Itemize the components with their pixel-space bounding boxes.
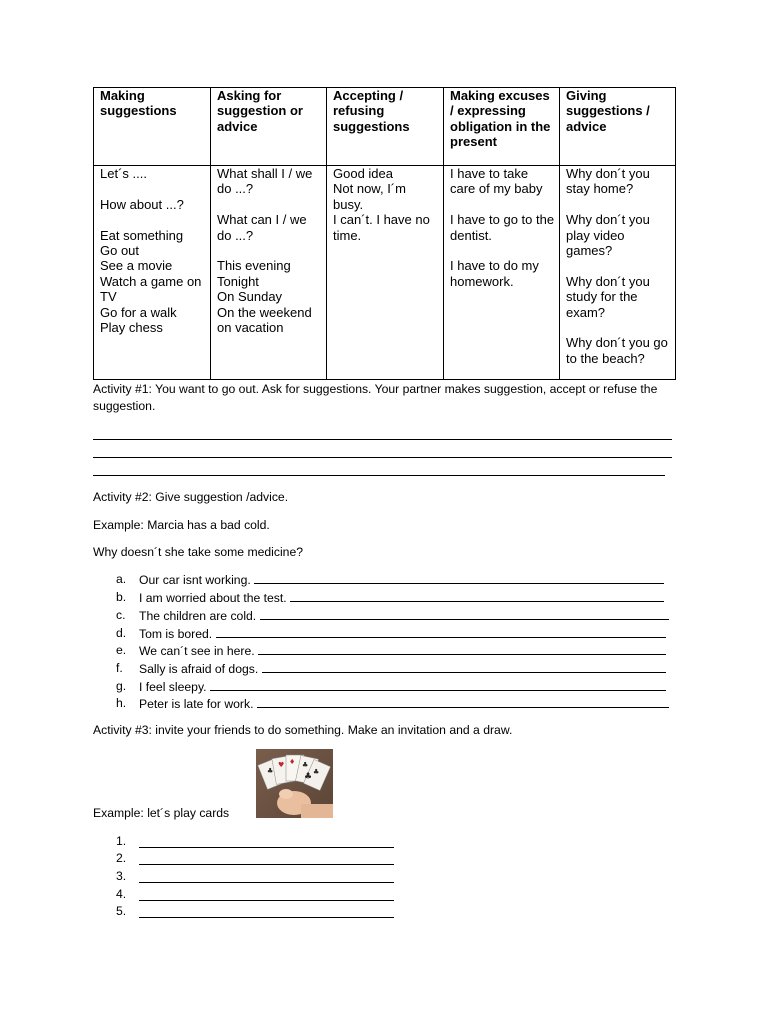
cell-making-excuses — [444, 166, 560, 380]
list-item-text — [139, 660, 666, 678]
list-item — [93, 660, 673, 677]
list-item-label: h. — [116, 696, 127, 710]
table-header-row — [94, 88, 676, 166]
answer-blank[interactable] — [262, 660, 667, 673]
list-item-sentence: We can´t see in here. — [139, 644, 255, 658]
answer-blank[interactable] — [258, 642, 666, 655]
header-accepting-refusing: Accepting / refusing suggestions — [327, 88, 444, 166]
list-item-text — [139, 625, 666, 643]
list-item-number: 4. — [116, 887, 127, 901]
header-making-suggestions: Making suggestions — [94, 88, 211, 166]
cell-text: I have to do my homework. — [450, 258, 539, 289]
cell-text: On the weekend on vacation — [217, 304, 312, 336]
activity3-example: Example: let´s play cards — [93, 806, 230, 820]
hand-of-cards-icon — [256, 749, 333, 818]
cell-text: I can´t. I have no time. — [333, 212, 430, 243]
list-item-sentence: I am worried about the test. — [139, 591, 287, 605]
cell-text: Tonight — [217, 273, 259, 289]
answer-blank[interactable] — [210, 678, 666, 691]
list-item-label: b. — [116, 590, 127, 604]
cell-text: Not now, I´m busy. — [333, 181, 406, 212]
list-item-sentence: Peter is late for work. — [139, 697, 254, 711]
activity2-title: Activity #2: Give suggestion /advice. — [93, 490, 289, 504]
answer-blank[interactable] — [216, 625, 667, 638]
list-item-sentence: Sally is afraid of dogs. — [139, 662, 259, 676]
cell-text: Good idea — [333, 166, 393, 181]
activity1-instructions: Activity #1: You want to go out. Ask for suggestions. Your partner makes suggestion, accept or refuse the suggestion. — [93, 382, 658, 413]
list-item-number: 5. — [116, 904, 127, 918]
svg-text:♣: ♣ — [304, 772, 313, 782]
list-item-text — [139, 695, 669, 713]
table-body-row — [94, 166, 676, 380]
list-item — [93, 607, 673, 624]
cell-text: Watch a game on TV — [100, 273, 202, 305]
answer-blank[interactable] — [139, 852, 394, 865]
header-making-excuses: Making excuses / expressing obligation in the present — [444, 88, 560, 166]
answer-blank[interactable] — [139, 905, 394, 918]
answer-line-3[interactable] — [93, 475, 665, 476]
list-item — [93, 850, 673, 867]
cell-giving-suggestions — [560, 166, 676, 380]
expressions-table — [93, 87, 676, 380]
list-item-sentence: I feel sleepy. — [139, 680, 207, 694]
answer-line-1[interactable] — [93, 439, 672, 440]
list-item — [93, 678, 673, 695]
list-item-number: 2. — [116, 851, 127, 865]
list-item-label: c. — [116, 608, 126, 622]
list-item — [93, 886, 673, 903]
svg-text:♦: ♦ — [289, 758, 296, 766]
cell-text: I have to go to the dentist. — [450, 212, 555, 243]
list-item-number: 1. — [116, 834, 127, 848]
svg-text:♣: ♣ — [267, 767, 274, 775]
header-asking-for-suggestion: Asking for suggestion or advice — [211, 88, 327, 166]
list-item — [93, 695, 673, 712]
cell-text: On Sunday — [217, 289, 283, 305]
list-item-text — [139, 589, 664, 607]
list-item-number: 3. — [116, 869, 127, 883]
answer-blank[interactable] — [139, 888, 394, 901]
list-item-label: e. — [116, 643, 127, 657]
list-item — [93, 642, 673, 659]
answer-blank[interactable] — [257, 695, 670, 708]
list-item — [93, 868, 673, 885]
answer-blank[interactable] — [139, 870, 394, 883]
cell-text: Let´s .... — [100, 166, 147, 181]
list-item — [93, 571, 673, 588]
svg-text:♣: ♣ — [302, 761, 309, 769]
cell-making-suggestions — [94, 166, 211, 380]
activity3-title: Activity #3: invite your friends to do something. Make an invitation and a draw. — [93, 723, 513, 737]
list-item-text — [139, 642, 666, 660]
cell-text: See a movie — [100, 258, 173, 274]
answer-line-2[interactable] — [93, 457, 672, 458]
list-item-sentence: Our car isnt working. — [139, 573, 251, 587]
cell-asking-for-suggestion — [211, 166, 327, 380]
list-item-label: d. — [116, 626, 127, 640]
answer-blank[interactable] — [260, 607, 670, 620]
playing-cards-photo — [256, 749, 333, 818]
list-item — [93, 589, 673, 606]
cell-text: Play chess — [100, 320, 163, 336]
list-item — [93, 833, 673, 850]
answer-blank[interactable] — [290, 589, 664, 602]
cell-text: Why don´t you play video games? — [566, 212, 650, 259]
answer-blank[interactable] — [139, 835, 394, 848]
list-item-text — [139, 571, 664, 589]
cell-text: Why don´t you go to the beach? — [566, 335, 668, 366]
list-item — [93, 903, 673, 920]
answer-blank[interactable] — [254, 571, 664, 584]
cell-text: Why don´t you study for the exam? — [566, 273, 650, 320]
cell-text: How about ...? — [100, 196, 184, 212]
list-item-label: f. — [116, 661, 123, 675]
cell-text: What shall I / we do ...? — [217, 166, 313, 197]
list-item-sentence: The children are cold. — [139, 609, 257, 623]
list-item-text — [139, 678, 666, 696]
cell-text: Eat something — [100, 227, 184, 243]
list-item — [93, 625, 673, 642]
cell-text: Why don´t you stay home? — [566, 166, 650, 197]
cell-text: Go for a walk — [100, 304, 177, 320]
cell-text: What can I / we do ...? — [217, 212, 307, 243]
list-item-label: g. — [116, 679, 127, 693]
svg-text:♣: ♣ — [313, 768, 320, 776]
header-giving-suggestions: Giving suggestions / advice — [560, 88, 676, 166]
cell-text: I have to take care of my baby — [450, 166, 543, 197]
cell-accepting-refusing — [327, 166, 444, 380]
cell-text: This evening — [217, 258, 291, 274]
list-item-text — [139, 607, 669, 625]
activity2-example-answer: Why doesn´t she take some medicine? — [93, 545, 303, 559]
activity2-example: Example: Marcia has a bad cold. — [93, 518, 270, 532]
svg-text:♥: ♥ — [278, 761, 285, 769]
list-item-label: a. — [116, 572, 127, 586]
list-item-sentence: Tom is bored. — [139, 627, 213, 641]
cell-text: Go out — [100, 243, 140, 258]
